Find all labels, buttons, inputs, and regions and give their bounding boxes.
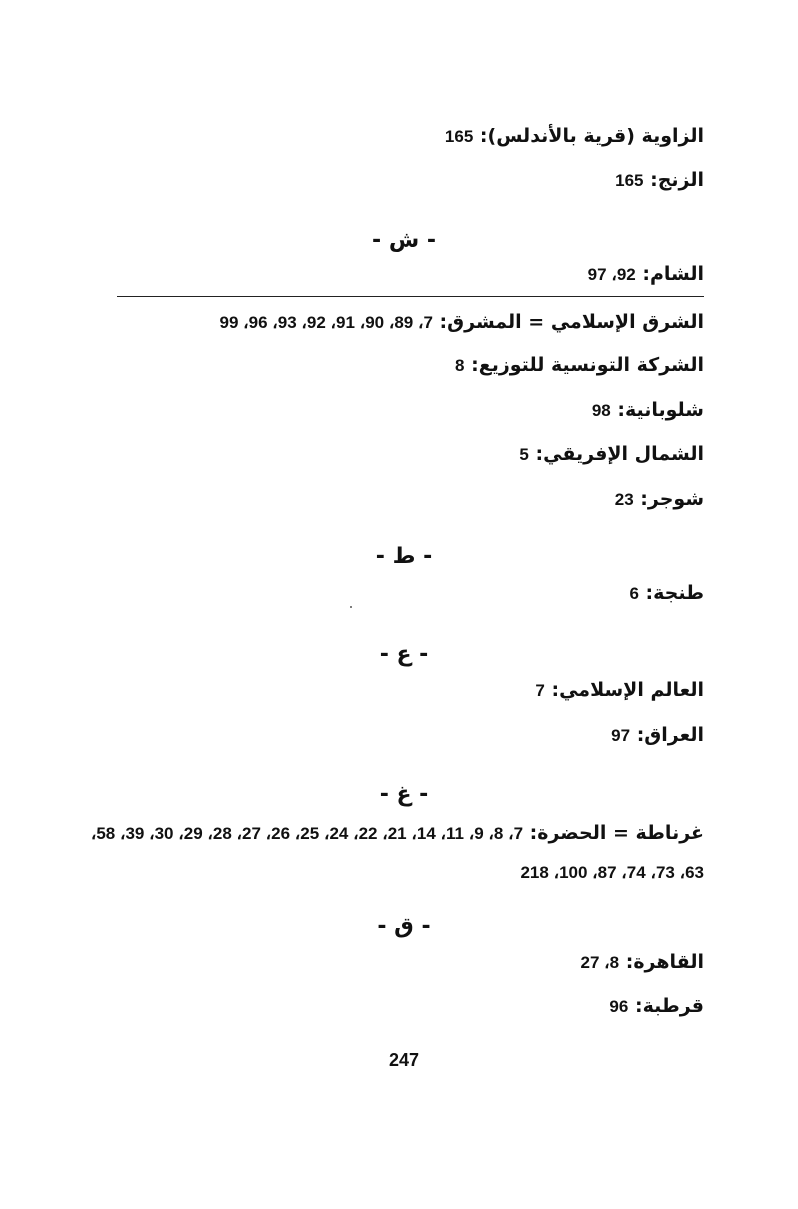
section-heading-ta: - ط - [375,544,433,569]
entry-name: الزنج [657,169,704,191]
index-entry: الزاوية (قرية بالأندلس): 165 [444,125,704,147]
index-entry: غرناطة = الحضرة: 7، 8، 9، 11، 14، 21، 22، 24، 25، 26، 27، 28، 29، 30، 39، 58، 63، 73، 74، 87، 100، 218 [90,822,704,882]
entry-name: قرطبة [642,995,704,1017]
section-heading-shin: - ش - [372,228,436,253]
entry-pages: 8، 27 [580,953,620,972]
entry-pages: 96 [609,997,629,1016]
section-heading-ghain: - غ - [379,782,429,807]
entry-name: العراق [644,724,704,746]
entry-name: غرناطة = الحضرة [537,822,704,844]
index-entry: الشركة التونسية للتوزيع: 8 [455,354,704,376]
entry-name: الشام [649,263,704,285]
entry-pages: 7، 89، 90، 91، 92، 93، 96، 99 [219,313,433,332]
entry-pages: 165 [615,171,644,190]
entry-pages: 165 [444,127,474,146]
index-entry: الشمال الإفريقي: 5 [519,443,704,465]
entry-pages: 5 [519,445,529,464]
entry-name: الشركة التونسية للتوزيع [478,354,704,376]
section-heading-ain: - ع - [379,642,429,667]
entry-name: العالم الإسلامي [559,679,704,701]
index-entry: طنجة: 6 [629,582,704,604]
stray-mark [350,606,352,608]
index-entry: شلوبانية: 98 [591,399,704,421]
index-entry: العالم الإسلامي: 7 [535,679,704,701]
entry-name: الزاوية (قرية بالأندلس) [487,125,704,147]
entry-pages: 8 [455,356,465,375]
entry-name: القاهرة [633,951,704,973]
entry-name: شلوبانية [624,399,704,421]
index-entry: الشام: 92، 97 [587,263,704,285]
entry-pages: 7، 8، 9، 11، 14، 21، 22، 24، 25، 26، 27، 28، 29، 30، 39، 58، 63، 73، 74، 87، 100، 218 [90,824,704,882]
horizontal-rule [117,296,704,297]
entry-name: الشمال الإفريقي [543,443,704,465]
index-entry: قرطبة: 96 [609,995,704,1017]
entry-pages: 97 [611,726,631,745]
index-entry: الشرق الإسلامي = المشرق: 7، 89، 90، 91، 92، 93، 96، 99 [219,311,704,333]
entry-pages: 23 [614,490,634,509]
entry-pages: 7 [535,681,545,700]
index-entry: الزنج: 165 [615,169,704,191]
entry-pages: 6 [629,584,639,603]
entry-name: طنجة [653,582,704,604]
entry-name: شوجر [647,488,704,510]
section-heading-qaf: - ق - [377,914,431,939]
entry-pages: 98 [591,401,611,420]
index-entry: العراق: 97 [611,724,704,746]
entry-pages: 92، 97 [587,265,636,284]
entry-name: الشرق الإسلامي = المشرق [447,311,704,333]
index-entry: القاهرة: 8، 27 [580,951,704,973]
page-number: 247 [388,1050,420,1070]
index-entry: شوجر: 23 [614,488,704,510]
